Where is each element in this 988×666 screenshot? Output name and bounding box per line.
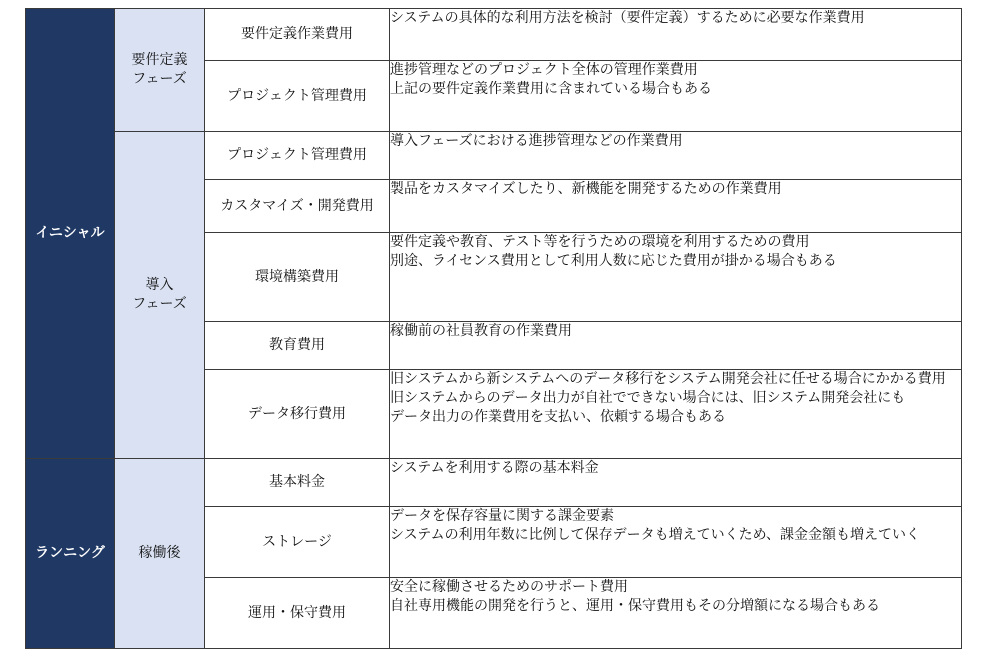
table-row: [26, 9, 962, 61]
description-cell: [390, 370, 962, 459]
stage-label: フェーズ: [132, 71, 187, 87]
description-cell: [390, 507, 962, 578]
item-cell: [205, 370, 390, 459]
item-cell: [205, 61, 390, 132]
description-line: 導入フェーズにおける進捗管理などの作業費用: [390, 133, 683, 149]
stage-cell-post-launch: [115, 459, 205, 649]
description-cell: [390, 9, 962, 61]
description-line: 上記の要件定義作業費用に含まれている場合もある: [390, 81, 712, 97]
description-line: データ出力の作業費用を支払い、依頼する場合もある: [390, 409, 726, 425]
phase-cell-running: [26, 459, 115, 649]
description-line: システムを利用する際の基本料金: [390, 460, 599, 476]
stage-label: フェーズ: [132, 296, 187, 312]
description-cell: [390, 180, 962, 233]
description-line: 要件定義や教育、テスト等を行うための環境を利用するための費用: [390, 234, 810, 250]
description-line: 安全に稼働させるためのサポート費用: [390, 579, 628, 595]
item-cell: [205, 9, 390, 61]
stage-cell-requirements: [115, 9, 205, 132]
item-label: 基本料金: [269, 474, 325, 490]
description-cell: [390, 233, 962, 322]
description-line: 旧システムから新システムへのデータ移行をシステム開発会社に任せる場合にかかる費用: [390, 371, 946, 387]
item-cell: [205, 322, 390, 370]
item-cell: [205, 132, 390, 180]
description-cell: [390, 61, 962, 132]
item-label: プロジェクト管理費用: [227, 147, 367, 163]
stage-label: 導入: [145, 277, 174, 293]
description-line: 稼働前の社員教育の作業費用: [390, 323, 572, 339]
item-cell: [205, 233, 390, 322]
stage-label: 稼働後: [138, 545, 181, 561]
table-row: [26, 132, 962, 180]
description-cell: [390, 578, 962, 649]
item-label: プロジェクト管理費用: [227, 87, 367, 104]
description-line: 進捗管理などのプロジェクト全体の管理作業費用: [390, 62, 698, 78]
cost-breakdown-table: [25, 8, 962, 649]
description-cell: [390, 459, 962, 507]
phase-cell-initial: [26, 9, 115, 459]
item-cell: [205, 180, 390, 233]
description-line: システムの具体的な利用方法を検討（要件定義）するために必要な作業費用: [390, 10, 865, 26]
item-label: 要件定義作業費用: [241, 26, 353, 42]
description-cell: [390, 322, 962, 370]
stage-label: 要件定義: [131, 52, 188, 68]
item-label: ストレージ: [262, 533, 332, 550]
item-cell: [205, 507, 390, 578]
item-label: データ移行費用: [248, 405, 346, 422]
description-line: システムの利用年数に比例して保存データも増えていくため、課金金額も増えていく: [390, 527, 921, 543]
description-line: 旧システムからのデータ出力が自社でできない場合には、旧システム開発会社にも: [390, 390, 906, 406]
item-label: 運用・保守費用: [248, 604, 346, 621]
phase-label: イニシャル: [35, 225, 105, 241]
item-cell: [205, 578, 390, 649]
description-cell: [390, 132, 962, 180]
item-label: 環境構築費用: [255, 268, 339, 285]
description-line: 製品をカスタマイズしたり、新機能を開発するための作業費用: [390, 181, 782, 197]
item-label: 教育費用: [269, 337, 325, 353]
stage-cell-implementation: [115, 132, 205, 459]
item-label: カスタマイズ・開発費用: [220, 197, 374, 214]
table-row: [26, 459, 962, 507]
description-line: 自社専用機能の開発を行うと、運用・保守費用もその分増額になる場合もある: [390, 598, 880, 614]
description-line: データを保存容量に関する課金要素: [390, 508, 614, 524]
item-cell: [205, 459, 390, 507]
description-line: 別途、ライセンス費用として利用人数に応じた費用が掛かる場合もある: [390, 253, 837, 269]
phase-label: ランニング: [35, 545, 105, 561]
